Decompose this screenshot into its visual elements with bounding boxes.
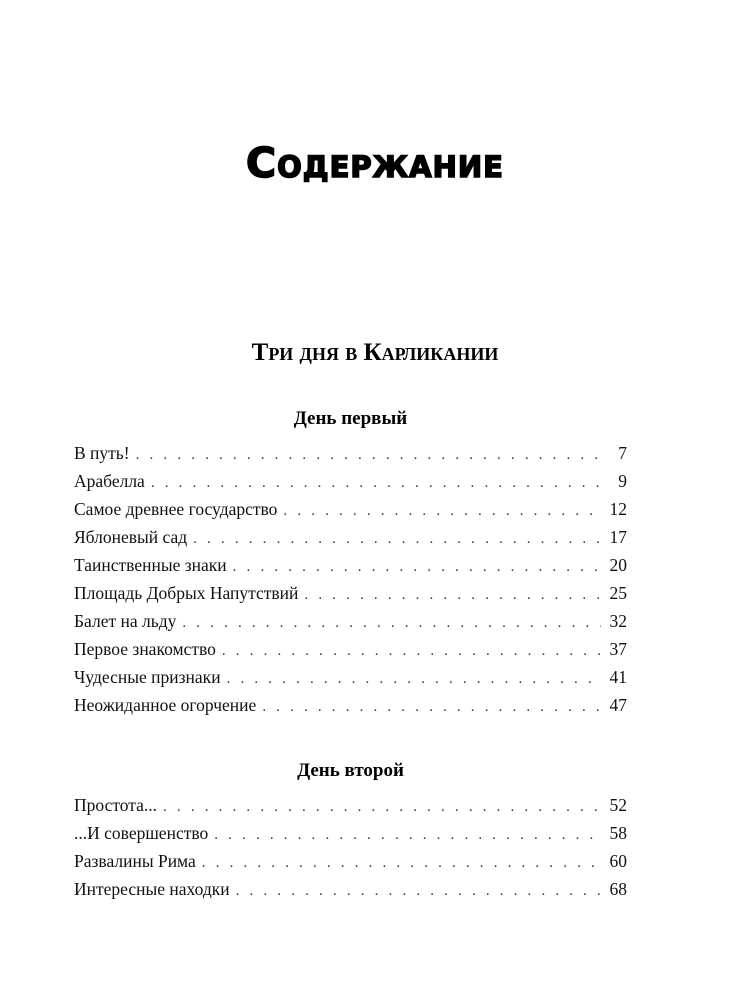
toc-list [74, 791, 627, 903]
toc-entry[interactable] [74, 551, 627, 579]
toc-entry-page: 37 [609, 639, 627, 659]
toc-entry[interactable] [74, 607, 627, 635]
dot-leader [151, 469, 601, 497]
toc-entry-page: 41 [609, 667, 627, 687]
toc-entry-page: 47 [609, 695, 627, 715]
dot-leader [214, 821, 601, 849]
toc-entry-page: 68 [609, 879, 627, 899]
toc-entry-title: ...И совершенство [74, 823, 209, 843]
toc-entry-page: 12 [609, 499, 627, 519]
toc-section-day-one [74, 405, 627, 719]
section-title: День первый [293, 408, 408, 429]
toc-list [74, 439, 627, 719]
dot-leader [136, 441, 601, 469]
dot-leader [304, 581, 601, 609]
toc-entry-title: Интересные находки [74, 879, 230, 899]
toc-entry-page: 60 [609, 851, 627, 871]
dot-leader [236, 877, 601, 905]
toc-entry-title: В путь! [74, 443, 130, 463]
toc-entry-page: 52 [609, 795, 627, 815]
toc-entry[interactable] [74, 495, 627, 523]
toc-entry[interactable] [74, 819, 627, 847]
toc-entry[interactable] [74, 847, 627, 875]
dot-leader [202, 849, 601, 877]
dot-leader [222, 637, 601, 665]
toc-entry[interactable] [74, 523, 627, 551]
toc-entry[interactable] [74, 467, 627, 495]
toc-entry-title: Таинственные знаки [74, 555, 227, 575]
dot-leader [233, 553, 601, 581]
toc-entry-title: Простота... [74, 795, 158, 815]
toc-entry[interactable] [74, 691, 627, 719]
toc-entry-page: 58 [609, 823, 627, 843]
section-title: День второй [297, 760, 404, 781]
toc-entry-title: Развалины Рима [74, 851, 196, 871]
toc-entry-page: 25 [609, 583, 627, 603]
page-title: Содержание [246, 139, 504, 187]
toc-entry-title: Самое древнее государство [74, 499, 278, 519]
toc-entry[interactable] [74, 635, 627, 663]
dot-leader [227, 665, 601, 693]
dot-leader [193, 525, 601, 553]
toc-entry-title: Чудесные признаки [74, 667, 221, 687]
dot-leader [182, 609, 601, 637]
toc-entry[interactable] [74, 439, 627, 467]
toc-entry-title: Первое знакомство [74, 639, 216, 659]
toc-section-day-two [74, 757, 627, 903]
toc-entry[interactable] [74, 875, 627, 903]
toc-entry-page: 20 [609, 555, 627, 575]
toc-entry-title: Арабелла [74, 471, 145, 491]
dot-leader [262, 693, 601, 721]
toc-entry[interactable] [74, 663, 627, 691]
toc-entry[interactable] [74, 579, 627, 607]
toc-entry-page: 9 [618, 471, 627, 491]
part-title: Три дня в Карликании [251, 339, 499, 366]
toc-entry-title: Балет на льду [74, 611, 177, 631]
toc-entry-title: Неожиданное огорчение [74, 695, 257, 715]
toc-entry-page: 7 [618, 443, 627, 463]
toc-entry-page: 17 [609, 527, 627, 547]
toc-entry-page: 32 [609, 611, 627, 631]
toc-entry[interactable] [74, 791, 627, 819]
dot-leader [283, 497, 601, 525]
toc-entry-title: Площадь Добрых Напутствий [74, 583, 299, 603]
toc-entry-title: Яблоневый сад [74, 527, 188, 547]
dot-leader [163, 793, 601, 821]
